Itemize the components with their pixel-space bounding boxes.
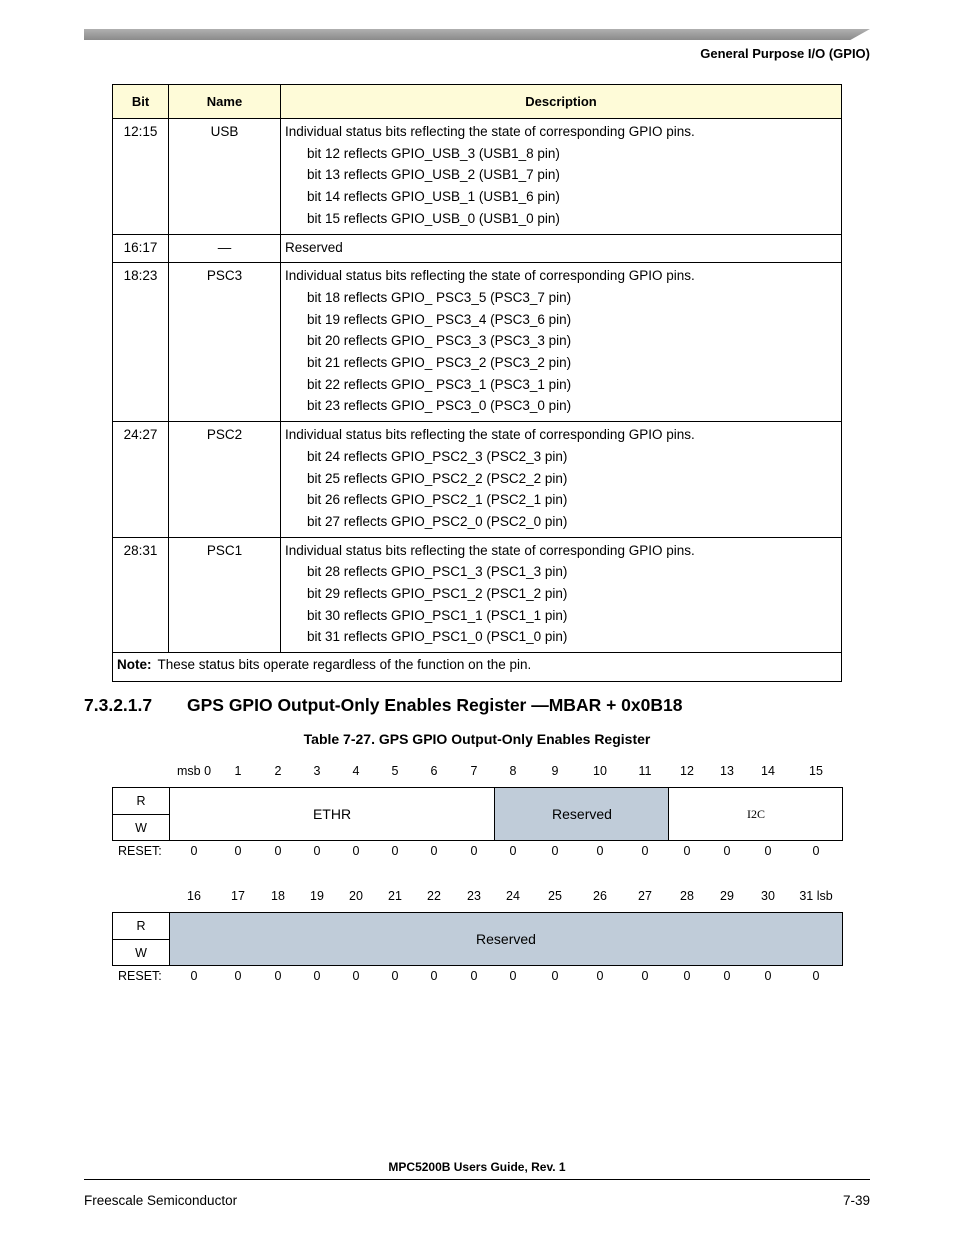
running-header: General Purpose I/O (GPIO) bbox=[700, 46, 870, 61]
cell-name: USB bbox=[169, 119, 281, 235]
reset-value: 0 bbox=[470, 844, 478, 858]
read-row-label: R bbox=[113, 913, 170, 939]
description-main: Individual status bits reflecting the state of corresponding GPIO pins. bbox=[285, 427, 695, 443]
bit-number-label: 23 bbox=[467, 889, 481, 903]
bit-number-label: 1 bbox=[234, 764, 242, 778]
reset-value: 0 bbox=[430, 844, 438, 858]
bit-number-label: 11 bbox=[638, 764, 652, 778]
description-bit-line: bit 20 reflects GPIO_ PSC3_3 (PSC3_3 pin) bbox=[307, 333, 572, 349]
reset-value: 0 bbox=[764, 844, 772, 858]
reset-value: 0 bbox=[234, 844, 242, 858]
reset-value: 0 bbox=[313, 844, 321, 858]
reset-value: 0 bbox=[190, 969, 198, 983]
description-bit-line: bit 25 reflects GPIO_PSC2_2 (PSC2_2 pin) bbox=[307, 470, 568, 486]
reset-label: RESET: bbox=[118, 844, 162, 858]
reset-value: 0 bbox=[352, 844, 360, 858]
bit-number-label: 6 bbox=[430, 764, 438, 778]
bit-number-label: msb 0 bbox=[176, 764, 212, 778]
cell-bit: 16:17 bbox=[113, 234, 169, 263]
reset-value: 0 bbox=[683, 844, 691, 858]
note-label: Note: bbox=[117, 657, 152, 673]
cell-bit: 28:31 bbox=[113, 537, 169, 653]
cell-description bbox=[281, 422, 842, 538]
reset-value: 0 bbox=[812, 969, 820, 983]
bit-number-label: 12 bbox=[680, 764, 694, 778]
section-title: GPS GPIO Output-Only Enables Register —MBAR + 0x0B18 bbox=[187, 695, 683, 715]
cell-bit: 18:23 bbox=[113, 263, 169, 422]
bit-number-label: 31 lsb bbox=[799, 889, 833, 903]
note-text: These status bits operate regardless of the function on the pin. bbox=[157, 657, 532, 673]
cell-bit: 12:15 bbox=[113, 119, 169, 235]
table-row bbox=[113, 422, 842, 538]
reset-value: 0 bbox=[470, 969, 478, 983]
description-bit-line: bit 24 reflects GPIO_PSC2_3 (PSC2_3 pin) bbox=[307, 448, 568, 464]
footer-company: Freescale Semiconductor bbox=[84, 1193, 238, 1208]
bit-number-label: 10 bbox=[593, 764, 607, 778]
cell-description bbox=[281, 537, 842, 653]
bit-number-label: 16 bbox=[187, 889, 201, 903]
bit-number-label: 21 bbox=[388, 889, 402, 903]
header-description: Description bbox=[281, 85, 842, 119]
header-name: Name bbox=[169, 85, 281, 119]
bit-number-label: 4 bbox=[352, 764, 360, 778]
bit-number-label: 27 bbox=[638, 889, 652, 903]
description-bit-line: bit 27 reflects GPIO_PSC2_0 (PSC2_0 pin) bbox=[307, 513, 568, 529]
reset-value: 0 bbox=[551, 844, 559, 858]
cell-description bbox=[281, 119, 842, 235]
section-number: 7.3.2.1.7 bbox=[84, 695, 153, 715]
read-row-label: R bbox=[113, 788, 170, 814]
description-main: Reserved bbox=[285, 239, 343, 255]
bit-number-label: 9 bbox=[551, 764, 559, 778]
table-caption: Table 7-27. GPS GPIO Output-Only Enables Register bbox=[303, 731, 651, 747]
description-bit-line: bit 15 reflects GPIO_USB_0 (USB1_0 pin) bbox=[307, 210, 560, 226]
reset-value: 0 bbox=[723, 844, 731, 858]
bit-number-label: 28 bbox=[680, 889, 694, 903]
cell-name: — bbox=[169, 234, 281, 263]
description-bit-line: bit 28 reflects GPIO_PSC1_3 (PSC1_3 pin) bbox=[307, 564, 568, 580]
cell-name: PSC1 bbox=[169, 537, 281, 653]
cell-name: PSC2 bbox=[169, 422, 281, 538]
reset-value: 0 bbox=[723, 969, 731, 983]
reset-value: 0 bbox=[551, 969, 559, 983]
reset-value: 0 bbox=[509, 969, 517, 983]
description-bit-line: bit 13 reflects GPIO_USB_2 (USB1_7 pin) bbox=[307, 167, 560, 183]
register-field: I2C bbox=[668, 788, 843, 840]
reserved-field: Reserved bbox=[494, 788, 669, 840]
reset-value: 0 bbox=[391, 844, 399, 858]
reset-value: 0 bbox=[234, 969, 242, 983]
bit-number-label: 2 bbox=[274, 764, 282, 778]
reset-value: 0 bbox=[596, 969, 604, 983]
reset-value: 0 bbox=[641, 969, 649, 983]
reset-value: 0 bbox=[764, 969, 772, 983]
reset-value: 0 bbox=[313, 969, 321, 983]
register-field: ETHR bbox=[312, 806, 352, 822]
description-bit-line: bit 14 reflects GPIO_USB_1 (USB1_6 pin) bbox=[307, 189, 560, 205]
bit-number-label: 19 bbox=[310, 889, 324, 903]
reset-value: 0 bbox=[641, 844, 649, 858]
bit-number-label: 24 bbox=[506, 889, 520, 903]
table-row bbox=[113, 263, 842, 422]
table-row bbox=[113, 119, 842, 235]
reset-value: 0 bbox=[683, 969, 691, 983]
bit-number-label: 14 bbox=[761, 764, 775, 778]
reset-value: 0 bbox=[596, 844, 604, 858]
reset-value: 0 bbox=[190, 844, 198, 858]
description-bit-line: bit 22 reflects GPIO_ PSC3_1 (PSC3_1 pin) bbox=[307, 376, 572, 392]
reset-value: 0 bbox=[812, 844, 820, 858]
description-bit-line: bit 29 reflects GPIO_PSC1_2 (PSC1_2 pin) bbox=[307, 586, 568, 602]
write-row-label: W bbox=[113, 814, 170, 840]
bit-number-label: 15 bbox=[809, 764, 823, 778]
header-bar bbox=[84, 29, 870, 40]
bit-number-label: 22 bbox=[427, 889, 441, 903]
reset-value: 0 bbox=[274, 844, 282, 858]
description-main: Individual status bits reflecting the state of corresponding GPIO pins. bbox=[285, 268, 695, 284]
reset-value: 0 bbox=[274, 969, 282, 983]
description-main: Individual status bits reflecting the state of corresponding GPIO pins. bbox=[285, 542, 695, 558]
cell-description bbox=[281, 263, 842, 422]
cell-name: PSC3 bbox=[169, 263, 281, 422]
description-bit-line: bit 18 reflects GPIO_ PSC3_5 (PSC3_7 pin) bbox=[307, 289, 572, 305]
bit-number-label: 8 bbox=[509, 764, 517, 778]
description-bit-line: bit 26 reflects GPIO_PSC2_1 (PSC2_1 pin) bbox=[307, 492, 568, 508]
footer-page-number: 7-39 bbox=[842, 1193, 870, 1208]
reset-value: 0 bbox=[430, 969, 438, 983]
bit-number-label: 5 bbox=[391, 764, 399, 778]
bit-number-label: 7 bbox=[470, 764, 478, 778]
reset-value: 0 bbox=[352, 969, 360, 983]
bit-number-label: 30 bbox=[761, 889, 775, 903]
table-note bbox=[113, 653, 842, 682]
bit-number-label: 26 bbox=[593, 889, 607, 903]
description-bit-line: bit 21 reflects GPIO_ PSC3_2 (PSC3_2 pin) bbox=[307, 355, 572, 371]
section-heading bbox=[84, 695, 682, 716]
reset-value: 0 bbox=[391, 969, 399, 983]
reset-value: 0 bbox=[509, 844, 517, 858]
footer-rule bbox=[84, 1179, 870, 1180]
description-bit-line: bit 19 reflects GPIO_ PSC3_4 (PSC3_6 pin) bbox=[307, 311, 572, 327]
description-bit-line: bit 23 reflects GPIO_ PSC3_0 (PSC3_0 pin) bbox=[307, 398, 572, 414]
table-header-row bbox=[113, 85, 842, 119]
description-bit-line: bit 30 reflects GPIO_PSC1_1 (PSC1_1 pin) bbox=[307, 607, 568, 623]
bit-number-label: 18 bbox=[271, 889, 285, 903]
reserved-field: Reserved bbox=[170, 913, 842, 965]
bit-number-label: 13 bbox=[720, 764, 734, 778]
description-bit-line: bit 12 reflects GPIO_USB_3 (USB1_8 pin) bbox=[307, 145, 560, 161]
bit-description-table bbox=[112, 84, 842, 682]
footer-doc-title: MPC5200B Users Guide, Rev. 1 bbox=[388, 1160, 566, 1174]
reset-label: RESET: bbox=[118, 969, 162, 983]
cell-bit: 24:27 bbox=[113, 422, 169, 538]
bit-number-label: 29 bbox=[720, 889, 734, 903]
description-bit-line: bit 31 reflects GPIO_PSC1_0 (PSC1_0 pin) bbox=[307, 629, 568, 645]
bit-number-label: 3 bbox=[313, 764, 321, 778]
register-box bbox=[112, 787, 843, 841]
table-row bbox=[113, 537, 842, 653]
bit-number-label: 25 bbox=[548, 889, 562, 903]
table-note-row bbox=[113, 653, 842, 682]
write-row-label: W bbox=[113, 939, 170, 965]
register-box bbox=[112, 912, 843, 966]
bit-number-label: 20 bbox=[349, 889, 363, 903]
cell-description bbox=[281, 234, 842, 263]
description-main: Individual status bits reflecting the state of corresponding GPIO pins. bbox=[285, 124, 695, 139]
bit-number-label: 17 bbox=[231, 889, 245, 903]
header-bit: Bit bbox=[113, 85, 169, 119]
table-row bbox=[113, 234, 842, 263]
